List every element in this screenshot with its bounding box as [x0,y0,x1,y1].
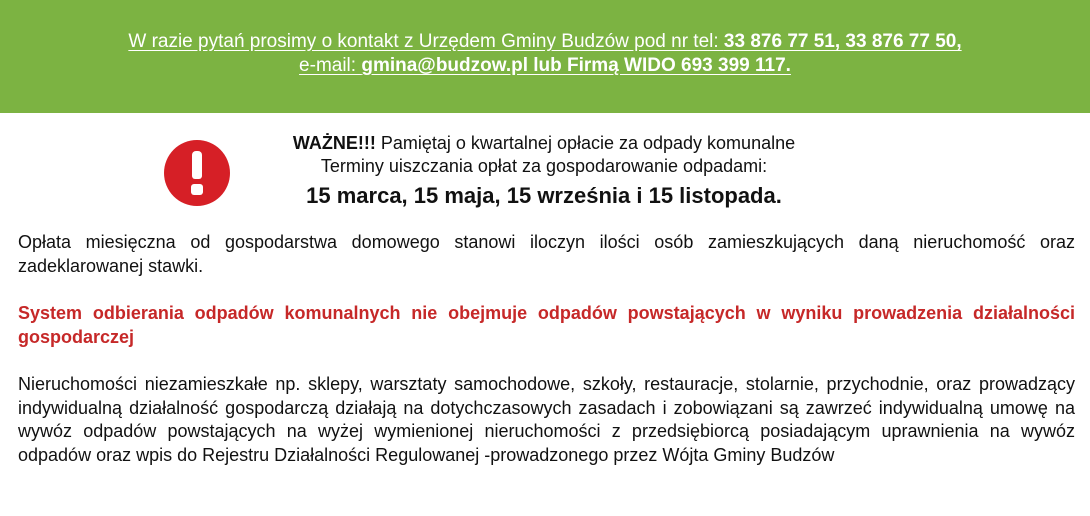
phone-numbers: 33 876 77 51, 33 876 77 50, [723,31,962,52]
email-and-company: gmina@budzow.pl lub Firmą WIDO 693 399 117. [361,55,791,76]
important-notice [0,128,1090,218]
contact-text: W razie pytań prosimy o kontakt z Urzędem Gminy Budzów pod nr tel: [128,31,724,52]
non-residential-paragraph: Nieruchomości niezamieszkałe np. sklepy, warsztaty samochodowe, szkoły, restauracje, stolarnie, przychodnie, oraz prowadzący indywidualną działalność gospodarczą działają na dotychczasowych zasadach i zobowiązani są zawrzeć indywidualną umowę na wywóz odpadów powstających na wyżej wymienionej nieruchomości z przedsiębiorcą posiadającym uprawnienia na wywóz odpadów oraz wpis do Rejestru Działalności Regulowanej -prowadzonego przez Wójta Gminy Budzów [18,374,1075,465]
business-exclusion-paragraph: System odbierania odpadów komunalnych nie obejmuje odpadów powstających w wyniku prowadzenia działalności gospodarczej [18,303,1075,347]
exclamation-circle-icon [164,140,230,206]
contact-banner [0,0,1090,113]
payment-dates: 15 marca, 15 maja, 15 września i 15 listopada. [306,183,782,208]
contact-line-email [0,54,1090,78]
fee-paragraph: Opłata miesięczna od gospodarstwa domowego stanowi iloczyn ilości osób zamieszkujących daną nieruchomość oraz zadeklarowanej stawki. [18,232,1075,276]
notice-line-2: Terminy uiszczania opłat za gospodarowanie odpadami: [320,156,768,176]
contact-line-phone [0,30,1090,54]
info-content [18,231,1075,467]
notice-text [230,132,858,211]
notice-reminder: Pamiętaj o kwartalnej opłacie za odpady komunalne [375,133,796,153]
important-label: WAŻNE!!! [292,133,376,153]
email-label: e-mail: [299,55,362,76]
notice-line-1 [230,132,858,155]
